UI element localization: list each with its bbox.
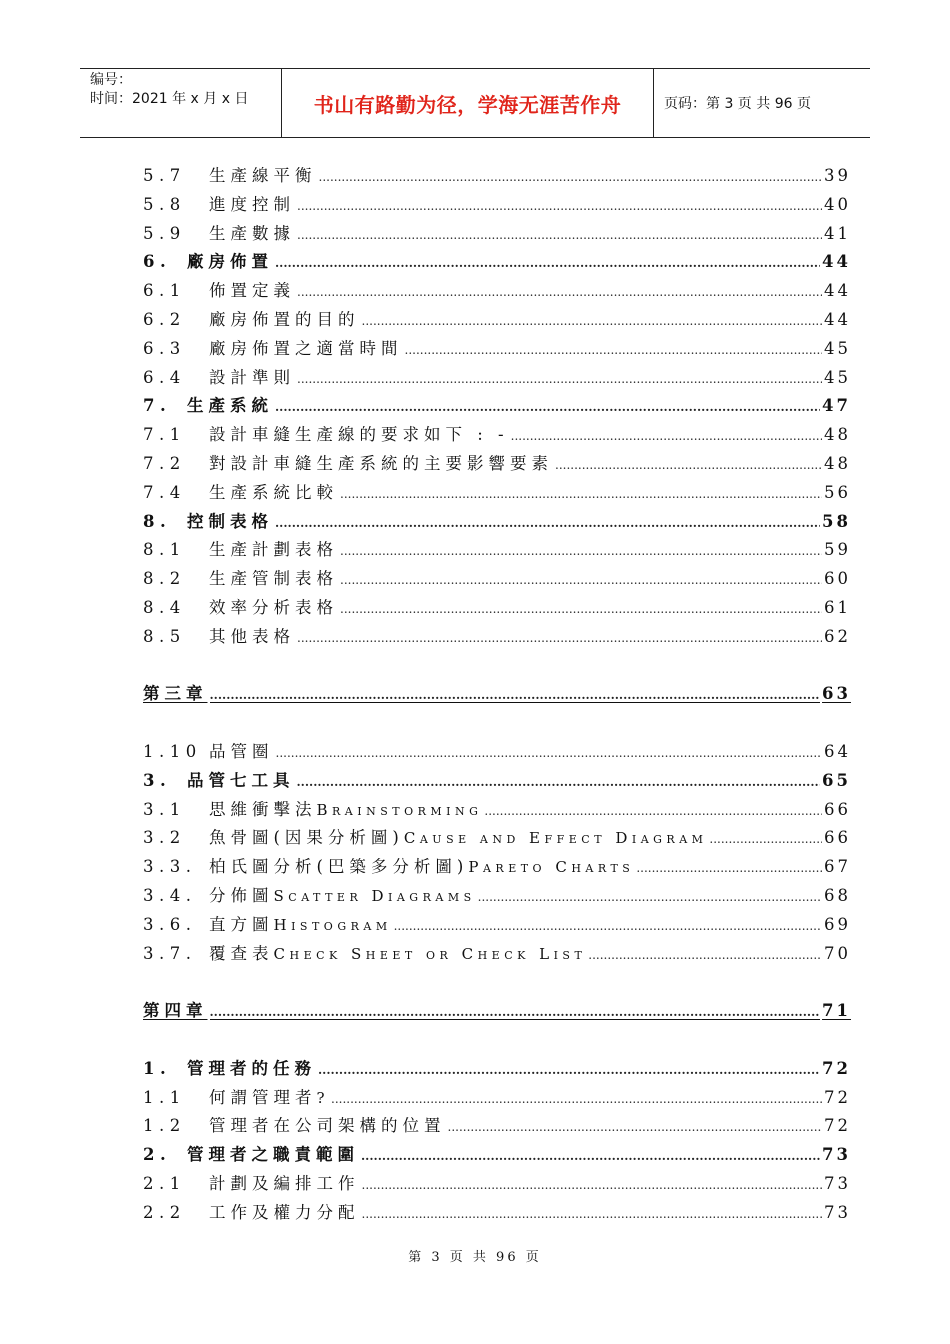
toc-entry-number: 6.2: [143, 309, 186, 329]
toc-entry-number: 3.7.: [143, 943, 197, 963]
toc-entry-title: 直方圖: [209, 914, 274, 934]
toc-entry-number: 3.1: [143, 799, 186, 819]
toc-entry-number: 6.4: [143, 367, 186, 387]
toc-entry-title: 品管圈: [209, 741, 274, 761]
toc-entry-page-number: 60: [824, 569, 851, 589]
toc-dot-leader: [340, 566, 822, 595]
toc-dot-leader: [297, 365, 822, 394]
toc-entry[interactable]: [143, 1199, 851, 1228]
toc-dot-leader: [297, 221, 822, 250]
toc-dot-leader: [331, 1085, 822, 1114]
toc-entry-title: 設計車縫生產線的要求如下 : -: [209, 425, 509, 445]
toc-entry-page-number: 41: [824, 223, 851, 243]
toc-entry-page-number: 68: [824, 885, 851, 905]
toc-entry[interactable]: [143, 882, 851, 911]
toc-entry-title: 管理者之職責範圍: [187, 1145, 359, 1165]
toc-entry-number: 7.4: [143, 482, 186, 502]
toc-entry-english-title: Cause and Effect Diagram: [403, 829, 708, 848]
toc-dot-leader: [340, 595, 822, 624]
toc-entry-page-number: 70: [824, 943, 851, 963]
toc-entry-number: 1.2: [143, 1116, 186, 1136]
toc-entry-number: 7.1: [143, 425, 186, 445]
toc-dot-leader: [361, 1142, 820, 1171]
toc-entry-number: 8.: [143, 511, 172, 531]
toc-entry-number: 8.1: [143, 540, 186, 560]
toc-entry-number: 6.3: [143, 338, 186, 358]
toc-entry-page-number: 72: [824, 1087, 851, 1107]
toc-entry-number: 1.1: [143, 1087, 186, 1107]
toc-dot-leader: [319, 163, 823, 192]
toc-entry-page-number: 66: [824, 828, 851, 848]
toc-entry-title: 何謂管理者: [209, 1087, 317, 1107]
toc-entry[interactable]: [143, 364, 851, 393]
toc-dot-leader: [297, 192, 822, 221]
page-header: [80, 68, 870, 138]
toc-entry-page-number: 48: [824, 453, 851, 473]
toc-entry-page-number: 65: [822, 770, 851, 790]
toc-entry-title: 品管七工具: [187, 770, 295, 790]
toc-entry-title: 進度控制: [209, 194, 295, 214]
toc-entry-title: 第四章: [143, 1001, 208, 1021]
toc-entry-number: 2.: [143, 1145, 172, 1165]
toc-dot-leader: [484, 797, 822, 826]
toc-entry-page-number: 69: [824, 914, 851, 934]
toc-entry-title: 生產管制表格: [209, 569, 338, 589]
toc-entry-page-number: 45: [824, 338, 851, 358]
toc-entry-number: 3.2: [143, 828, 186, 848]
toc-entry-title: 計劃及編排工作: [209, 1173, 360, 1193]
toc-dot-leader: [297, 768, 821, 797]
toc-entry-page-number: 73: [822, 1145, 851, 1165]
toc-entry-title: 其他表格: [209, 626, 295, 646]
toc-dot-leader: [636, 854, 822, 883]
toc-dot-leader: [588, 941, 822, 970]
toc-entry[interactable]: [143, 623, 851, 652]
toc-entry-english-title: Scatter Diagrams: [273, 886, 476, 905]
toc-entry-page-number: 44: [822, 252, 851, 272]
toc-dot-leader: [362, 307, 823, 336]
toc-entry[interactable]: [143, 335, 851, 364]
toc-entry-page-number: 61: [824, 597, 851, 617]
toc-entry-number: 8.2: [143, 569, 186, 589]
toc-dot-leader: [275, 393, 820, 422]
toc-entry-english-title: Pareto Charts: [468, 858, 635, 877]
toc-entry[interactable]: [143, 479, 851, 508]
toc-entry-page-number: 58: [822, 511, 851, 531]
toc-entry-number: 5.8: [143, 194, 186, 214]
toc-dot-leader: [275, 509, 820, 538]
toc-entry-page-number: 39: [824, 166, 851, 185]
toc-entry-number: 1.10: [143, 741, 202, 761]
toc-entry-title: 魚骨圖(因果分析圖): [209, 828, 404, 848]
toc-dot-leader: [511, 422, 822, 451]
toc-entry-page-number: 45: [824, 367, 851, 387]
toc-chapter-entry[interactable]: [143, 680, 851, 709]
toc-entry-page-number: 71: [822, 1001, 851, 1021]
toc-dot-leader: [340, 537, 822, 566]
toc-entry[interactable]: [143, 738, 851, 767]
toc-entry-title: 佈置定義: [209, 281, 295, 301]
toc-entry-number: 5.7: [143, 166, 186, 185]
toc-dot-leader: [394, 912, 822, 941]
toc-entry[interactable]: [143, 277, 851, 306]
page-footer: 第 3 页 共 96 页: [408, 1250, 542, 1265]
toc-entry-title: 生產線平衡: [209, 166, 317, 185]
toc-entry-title: 對設計車縫生產系統的主要影響要素: [209, 453, 553, 473]
toc-entry-title: 效率分析表格: [209, 597, 338, 617]
toc-dot-leader: [709, 825, 822, 854]
toc-entry[interactable]: [143, 824, 851, 853]
document-time-label: 时间：2021 年 x 月 x 日: [90, 91, 249, 107]
toc-entry[interactable]: [143, 853, 851, 882]
header-motto: 书山有路勤为径，学海无涯苦作舟: [281, 69, 654, 137]
toc-entry-number: 6.: [143, 252, 172, 272]
toc-entry-title: 柏氏圖分析(巴築多分析圖): [209, 857, 469, 877]
toc-entry[interactable]: [143, 392, 851, 421]
toc-dot-leader: [362, 1171, 823, 1200]
toc-entry-title: 生產計劃表格: [209, 540, 338, 560]
toc-spacer: [143, 652, 848, 681]
toc-entry-title: 廠房佈置之適當時間: [209, 338, 403, 358]
toc-entry-title: 控制表格: [187, 511, 273, 531]
toc-entry-page-number: 73: [824, 1173, 851, 1193]
toc-dot-leader: [210, 998, 821, 1027]
toc-entry-title: 廠房佈置的目的: [209, 309, 360, 329]
toc-entry-title: 覆查表: [209, 943, 274, 963]
toc-entry-number: 6.1: [143, 281, 186, 301]
toc-dot-leader: [362, 1200, 823, 1229]
toc-entry[interactable]: [143, 940, 851, 969]
toc-entry[interactable]: [143, 248, 851, 277]
toc-entry-title: 分佈圖: [209, 885, 274, 905]
toc-dot-leader: [276, 739, 823, 768]
toc-entry-number: 2.1: [143, 1173, 186, 1193]
toc-entry-english-title: Check Sheet or Check List: [273, 944, 587, 963]
toc-dot-leader: [318, 1056, 820, 1085]
header-meta: [80, 69, 281, 137]
toc-entry-english-title: Histogram: [273, 915, 392, 934]
toc-entry-page-number: 44: [824, 281, 851, 301]
toc-entry-title: 思維衝擊法: [209, 799, 317, 819]
toc-entry-page-number: 47: [822, 396, 851, 416]
toc-entry-number: 7.: [143, 396, 172, 416]
toc-entry[interactable]: [143, 306, 851, 335]
toc-entry-english-title: ?: [316, 1088, 330, 1107]
toc-entry-page-number: 48: [824, 425, 851, 445]
toc-entry-number: 3.6.: [143, 914, 197, 934]
toc-entry-title: 管理者的任務: [187, 1058, 316, 1078]
header-page-info: 页码：第 3 页 共 96 页: [664, 96, 811, 112]
toc-dot-leader: [275, 249, 820, 278]
toc-entry[interactable]: [143, 565, 851, 594]
toc-entry-title: 管理者在公司架構的位置: [209, 1116, 446, 1136]
toc-dot-leader: [405, 336, 823, 365]
toc-entry[interactable]: [143, 1141, 851, 1170]
toc-dot-leader: [297, 278, 822, 307]
toc-dot-leader: [340, 480, 822, 509]
toc-entry-page-number: 73: [824, 1202, 851, 1222]
toc-dot-leader: [478, 883, 822, 912]
toc-spacer: [143, 709, 848, 738]
toc-dot-leader: [448, 1113, 823, 1142]
toc-dot-leader: [297, 624, 822, 653]
toc-entry-page-number: 64: [824, 741, 851, 761]
toc-entry-number: 7.2: [143, 453, 186, 473]
toc-entry-title: 工作及權力分配: [209, 1202, 360, 1222]
table-of-contents: [143, 162, 851, 1227]
toc-entry-title: 生產系統比較: [209, 482, 338, 502]
toc-entry[interactable]: [143, 220, 851, 249]
toc-entry[interactable]: [143, 191, 851, 220]
toc-entry[interactable]: [143, 508, 851, 537]
toc-entry-title: 第三章: [143, 684, 208, 704]
toc-entry[interactable]: [143, 536, 851, 565]
document-number-label: 编号：: [90, 72, 132, 88]
toc-entry-page-number: 59: [824, 540, 851, 560]
toc-entry[interactable]: [143, 594, 851, 623]
toc-entry-page-number: 63: [822, 684, 851, 704]
toc-entry[interactable]: [143, 162, 851, 191]
toc-entry-english-title: Brainstorming: [316, 800, 483, 819]
toc-entry[interactable]: [143, 1112, 851, 1141]
toc-entry-number: 3.4.: [143, 885, 197, 905]
toc-entry-number: 3.3.: [143, 857, 197, 877]
toc-entry[interactable]: [143, 767, 851, 796]
toc-entry-number: 3.: [143, 770, 172, 790]
toc-entry[interactable]: [143, 911, 851, 940]
toc-entry-page-number: 66: [824, 799, 851, 819]
toc-entry[interactable]: [143, 1084, 851, 1113]
toc-entry-number: 2.2: [143, 1202, 186, 1222]
toc-entry[interactable]: [143, 796, 851, 825]
toc-entry-title: 設計準則: [209, 367, 295, 387]
toc-entry-title: 生產系統: [187, 396, 273, 416]
toc-entry-number: 5.9: [143, 223, 186, 243]
toc-entry-title: 生產數據: [209, 223, 295, 243]
toc-entry-number: 1.: [143, 1058, 172, 1078]
toc-entry-page-number: 56: [824, 482, 851, 502]
toc-entry-page-number: 67: [824, 857, 851, 877]
toc-entry[interactable]: [143, 450, 851, 479]
toc-entry-page-number: 72: [824, 1116, 851, 1136]
toc-entry-page-number: 62: [824, 626, 851, 646]
toc-entry-title: 廠房佈置: [187, 252, 273, 272]
toc-entry-page-number: 44: [824, 309, 851, 329]
toc-dot-leader: [210, 681, 821, 710]
toc-entry[interactable]: [143, 421, 851, 450]
toc-entry-number: 8.5: [143, 626, 186, 646]
toc-entry[interactable]: [143, 1055, 851, 1084]
toc-chapter-entry[interactable]: [143, 997, 851, 1026]
toc-entry-page-number: 72: [822, 1058, 851, 1078]
toc-entry-page-number: 40: [824, 194, 851, 214]
toc-entry-number: 8.4: [143, 597, 186, 617]
toc-entry[interactable]: [143, 1170, 851, 1199]
toc-spacer: [143, 968, 848, 997]
toc-dot-leader: [555, 451, 822, 480]
toc-spacer: [143, 1026, 848, 1055]
